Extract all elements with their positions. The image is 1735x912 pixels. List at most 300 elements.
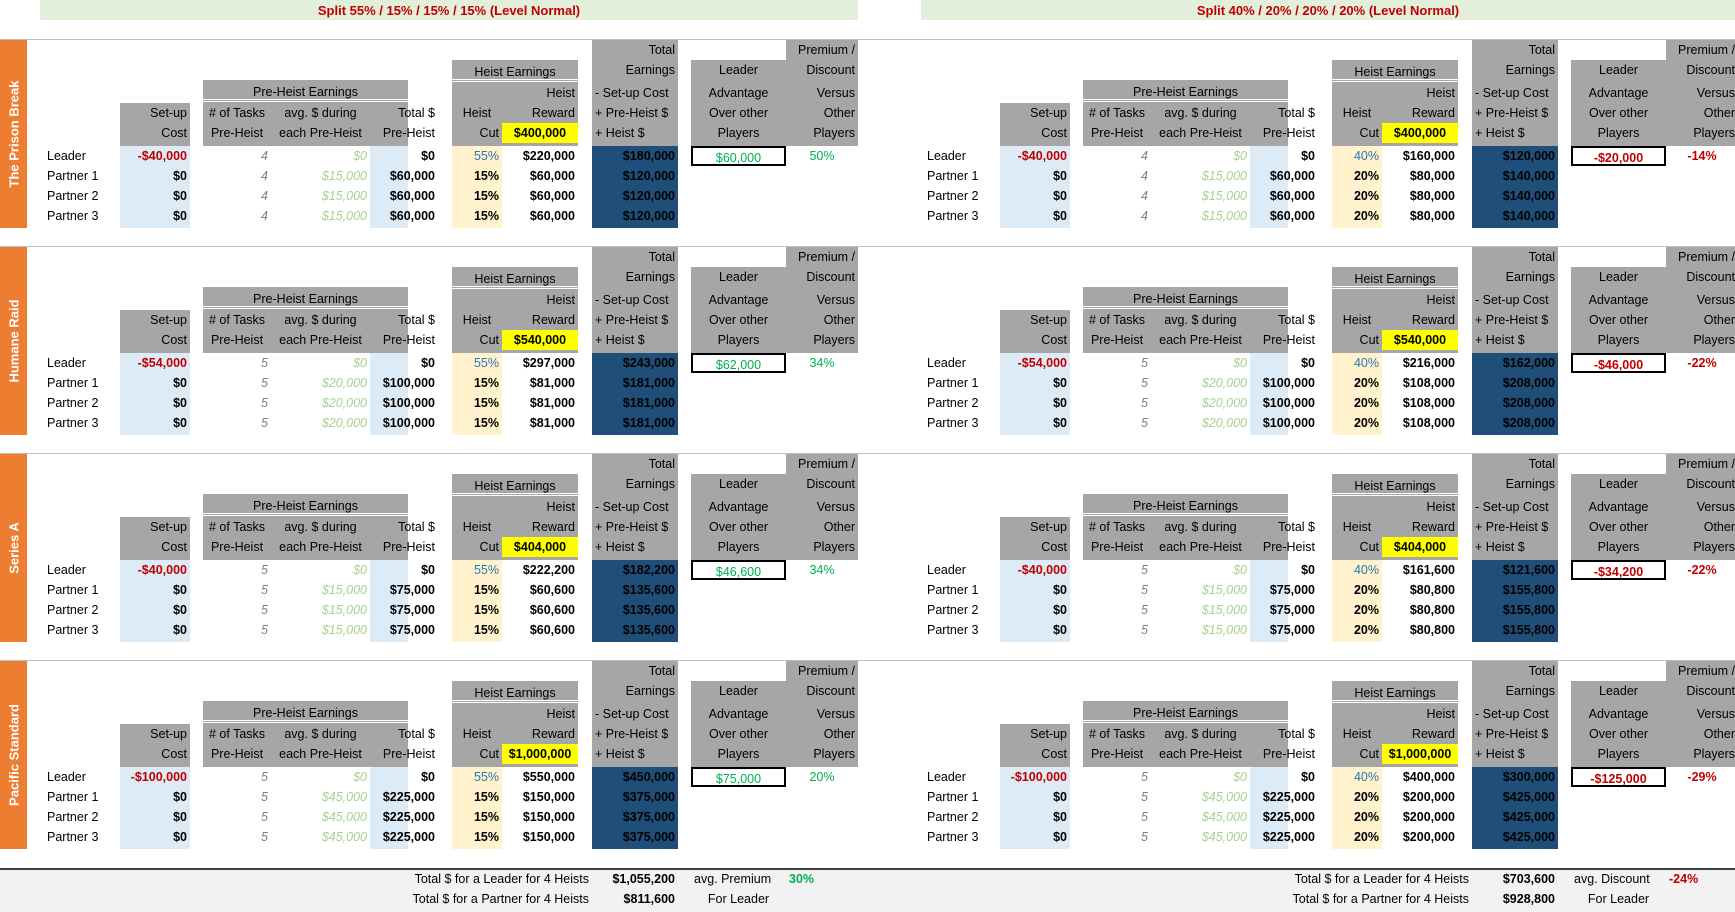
row-label: Leader <box>47 770 86 784</box>
total-earnings: $243,000 <box>622 356 675 370</box>
avg-preheist: $45,000 <box>321 790 367 804</box>
prem-label: Other <box>823 106 855 120</box>
reward-label: Heist <box>546 293 575 307</box>
preheist-label: Pre-Heist Earnings <box>1083 496 1288 516</box>
heist-reward: $160,000 <box>1402 149 1455 163</box>
row-label: Partner 1 <box>927 790 979 804</box>
heist-name: Humane Raid <box>6 299 21 383</box>
adv-label: Advantage <box>1588 86 1649 100</box>
setup-cost: -$40,000 <box>137 563 187 577</box>
tasks-label: Pre-Heist <box>210 540 264 554</box>
prem-label: Players <box>1693 333 1735 347</box>
heist-cut: 20% <box>1353 189 1379 203</box>
total-earnings: $208,000 <box>1502 396 1555 410</box>
total-earnings: $425,000 <box>1502 810 1555 824</box>
avg-label: avg. $ during <box>284 313 357 327</box>
heist-cut: 20% <box>1353 396 1379 410</box>
prem-label: Other <box>823 520 855 534</box>
avg-label: avg. $ during <box>1164 106 1237 120</box>
heist-reward-value: $404,000 <box>1393 540 1447 554</box>
total-label: + Pre-Heist $ <box>595 313 669 327</box>
cut-label: Heist <box>1342 520 1372 534</box>
for-leader-label: For Leader <box>707 892 770 906</box>
task-count: 4 <box>261 169 268 183</box>
avg-preheist: $20,000 <box>1201 396 1247 410</box>
heist-reward: $400,000 <box>1402 770 1455 784</box>
total-preheist: $0 <box>421 149 435 163</box>
totalpre-label: Total $ <box>1278 313 1315 327</box>
total-preheist: $100,000 <box>1262 416 1315 430</box>
heist-reward-value: $1,000,000 <box>508 747 572 761</box>
heist-reward: $80,800 <box>1409 583 1455 597</box>
reward-label: Heist <box>1426 500 1455 514</box>
totalpre-label: Pre-Heist <box>1262 126 1315 140</box>
task-count: 5 <box>261 583 268 597</box>
totalpre-label: Total $ <box>1278 727 1315 741</box>
heist-reward: $216,000 <box>1402 356 1455 370</box>
total-earnings: $375,000 <box>622 830 675 844</box>
task-count: 5 <box>1141 356 1148 370</box>
row-label: Partner 2 <box>47 603 99 617</box>
heist-name: Pacific Standard <box>6 704 21 806</box>
totalpre-label: Total $ <box>398 106 435 120</box>
avg-preheist: $15,000 <box>321 209 367 223</box>
total-label: - Set-up Cost <box>1475 500 1549 514</box>
task-count: 4 <box>1141 149 1148 163</box>
prem-label: Premium / <box>798 457 855 471</box>
cut-label: Cut <box>479 747 499 761</box>
total-label: Total <box>648 664 675 678</box>
heist-reward: $80,800 <box>1409 623 1455 637</box>
heist-cut: 15% <box>473 583 499 597</box>
row-label: Partner 2 <box>47 810 99 824</box>
row-label: Partner 2 <box>47 396 99 410</box>
leader-advantage: -$34,200 <box>1571 560 1666 580</box>
totalpre-label: Total $ <box>1278 106 1315 120</box>
heist-cut: 40% <box>1353 563 1379 577</box>
avg-label: each Pre-Heist <box>1159 333 1242 347</box>
leader-advantage: $60,000 <box>691 146 786 166</box>
total-label: + Heist $ <box>595 540 645 554</box>
heist-cut: 15% <box>473 169 499 183</box>
prem-label: Discount <box>806 270 855 284</box>
setup-cost: -$54,000 <box>1017 356 1067 370</box>
totalpre-label: Pre-Heist <box>382 747 435 761</box>
total-label: Total <box>648 250 675 264</box>
prem-label: Players <box>813 126 855 140</box>
setup-cost: $0 <box>173 603 187 617</box>
task-count: 5 <box>261 810 268 824</box>
adv-label: Advantage <box>708 86 769 100</box>
total-earnings: $181,000 <box>622 376 675 390</box>
row-label: Partner 1 <box>47 169 99 183</box>
adv-label: Players <box>1597 126 1640 140</box>
total-earnings: $120,000 <box>622 209 675 223</box>
total-earnings: $180,000 <box>622 149 675 163</box>
heist-cut: 15% <box>473 830 499 844</box>
avg-preheist: $45,000 <box>321 810 367 824</box>
adv-label: Over other <box>708 520 769 534</box>
tasks-label: Pre-Heist <box>1090 126 1144 140</box>
avg-label: each Pre-Heist <box>279 747 362 761</box>
avg-preheist: $0 <box>1233 770 1247 784</box>
row-label: Partner 1 <box>47 376 99 390</box>
prem-label: Players <box>813 747 855 761</box>
heist-reward: $60,600 <box>529 603 575 617</box>
heist-reward: $60,000 <box>529 189 575 203</box>
for-leader-label: For Leader <box>1587 892 1650 906</box>
leader-total-value: $1,055,200 <box>612 872 675 886</box>
reward-label: Heist <box>546 500 575 514</box>
setup-cost: $0 <box>1053 790 1067 804</box>
heist-reward-value: $404,000 <box>513 540 567 554</box>
setup-label: Set-up <box>1030 727 1067 741</box>
avg-preheist: $45,000 <box>1201 830 1247 844</box>
row-label: Partner 3 <box>47 209 99 223</box>
total-preheist: $225,000 <box>1262 790 1315 804</box>
tasks-label: Pre-Heist <box>1090 747 1144 761</box>
prem-label: Discount <box>1686 270 1735 284</box>
total-label: + Heist $ <box>595 333 645 347</box>
cut-label: Heist <box>1342 106 1372 120</box>
adv-label: Advantage <box>1588 707 1649 721</box>
total-earnings: $181,000 <box>622 396 675 410</box>
prem-label: Premium / <box>1678 457 1735 471</box>
adv-label: Over other <box>708 727 769 741</box>
heist-cut: 15% <box>473 810 499 824</box>
adv-label: Advantage <box>708 500 769 514</box>
total-label: - Set-up Cost <box>595 500 669 514</box>
avg-label: each Pre-Heist <box>1159 747 1242 761</box>
adv-label: Over other <box>1588 313 1649 327</box>
adv-label: Over other <box>708 313 769 327</box>
prem-label: Versus <box>816 707 855 721</box>
heist-earnings-label: Heist Earnings <box>452 62 578 82</box>
total-preheist: $60,000 <box>389 209 435 223</box>
total-earnings: $181,000 <box>622 416 675 430</box>
premium-discount: 34% <box>809 563 835 577</box>
row-label: Partner 2 <box>927 189 979 203</box>
total-earnings: $375,000 <box>622 810 675 824</box>
avg-preheist: $0 <box>353 563 367 577</box>
total-earnings: $120,000 <box>1502 149 1555 163</box>
cut-label: Heist <box>1342 727 1372 741</box>
heist-reward: $81,000 <box>529 396 575 410</box>
setup-label: Set-up <box>150 727 187 741</box>
heist-cut: 20% <box>1353 623 1379 637</box>
total-label: Total <box>1528 43 1555 57</box>
setup-label: Cost <box>1041 540 1067 554</box>
heist-cut: 40% <box>1353 149 1379 163</box>
setup-cost: -$40,000 <box>1017 149 1067 163</box>
prem-label: Other <box>823 727 855 741</box>
tasks-label: # of Tasks <box>208 106 266 120</box>
avg-label: each Pre-Heist <box>279 333 362 347</box>
partner-total-value: $928,800 <box>1502 892 1555 906</box>
prem-label: Versus <box>816 293 855 307</box>
avg-preheist: $15,000 <box>1201 209 1247 223</box>
totalpre-label: Total $ <box>398 313 435 327</box>
heist-cut: 55% <box>473 563 499 577</box>
row-label: Partner 3 <box>927 416 979 430</box>
cut-label: Heist <box>462 520 492 534</box>
setup-cost: $0 <box>1053 189 1067 203</box>
heist-reward: $81,000 <box>529 416 575 430</box>
tasks-label: Pre-Heist <box>210 747 264 761</box>
total-earnings: $182,200 <box>622 563 675 577</box>
prem-label: Discount <box>806 477 855 491</box>
setup-label: Cost <box>161 126 187 140</box>
heist-name-tab <box>0 661 27 849</box>
prem-label: Versus <box>1696 86 1735 100</box>
heist-reward: $550,000 <box>522 770 575 784</box>
total-label: Earnings <box>1505 684 1555 698</box>
cut-label: Cut <box>479 333 499 347</box>
totalpre-label: Pre-Heist <box>382 333 435 347</box>
heist-earnings-label: Heist Earnings <box>1332 62 1458 82</box>
heist-reward: $80,800 <box>1409 603 1455 617</box>
total-label: - Set-up Cost <box>595 293 669 307</box>
total-preheist: $100,000 <box>1262 396 1315 410</box>
heist-reward-value: $400,000 <box>513 126 567 140</box>
cut-label: Cut <box>1359 540 1379 554</box>
heist-reward-value: $540,000 <box>513 333 567 347</box>
total-label: - Set-up Cost <box>595 86 669 100</box>
setup-cost: -$40,000 <box>1017 563 1067 577</box>
heist-cut: 55% <box>473 770 499 784</box>
partner-total-value: $811,600 <box>623 892 675 906</box>
setup-cost: $0 <box>173 623 187 637</box>
heist-cut: 20% <box>1353 169 1379 183</box>
setup-label: Set-up <box>150 313 187 327</box>
reward-label: Heist <box>1426 707 1455 721</box>
setup-cost: -$54,000 <box>137 356 187 370</box>
heist-earnings-label: Heist Earnings <box>452 476 578 496</box>
setup-cost: $0 <box>1053 830 1067 844</box>
heist-section <box>0 40 1735 228</box>
row-label: Partner 1 <box>927 583 979 597</box>
adv-label: Over other <box>1588 520 1649 534</box>
heist-cut: 55% <box>473 356 499 370</box>
right-split-header: Split 40% / 20% / 20% / 20% (Level Normal) <box>921 0 1735 20</box>
avg-preheist: $0 <box>1233 356 1247 370</box>
total-preheist: $0 <box>1301 770 1315 784</box>
row-label: Partner 2 <box>927 810 979 824</box>
total-preheist: $75,000 <box>389 623 435 637</box>
setup-cost: $0 <box>1053 376 1067 390</box>
total-preheist: $225,000 <box>1262 810 1315 824</box>
total-earnings: $140,000 <box>1502 169 1555 183</box>
heist-reward: $150,000 <box>522 790 575 804</box>
total-label: + Heist $ <box>595 747 645 761</box>
row-label: Leader <box>47 149 86 163</box>
heist-reward: $161,600 <box>1402 563 1455 577</box>
preheist-label: Pre-Heist Earnings <box>203 82 408 102</box>
task-count: 5 <box>261 376 268 390</box>
avg-preheist: $0 <box>1233 149 1247 163</box>
total-label: + Pre-Heist $ <box>595 727 669 741</box>
avg-label: avg. Discount <box>1574 872 1650 886</box>
heist-reward: $200,000 <box>1402 830 1455 844</box>
total-earnings: $120,000 <box>622 189 675 203</box>
reward-label: Reward <box>1411 313 1455 327</box>
heist-cut: 15% <box>473 790 499 804</box>
task-count: 5 <box>1141 830 1148 844</box>
total-preheist: $0 <box>421 356 435 370</box>
heist-reward: $60,600 <box>529 583 575 597</box>
setup-cost: $0 <box>173 810 187 824</box>
total-preheist: $100,000 <box>382 416 435 430</box>
total-earnings: $162,000 <box>1502 356 1555 370</box>
setup-cost: $0 <box>1053 209 1067 223</box>
totalpre-label: Total $ <box>1278 520 1315 534</box>
cut-label: Cut <box>479 126 499 140</box>
setup-cost: $0 <box>173 189 187 203</box>
cut-label: Heist <box>462 106 492 120</box>
setup-cost: $0 <box>1053 396 1067 410</box>
reward-label: Reward <box>531 520 575 534</box>
avg-label: avg. $ during <box>1164 313 1237 327</box>
task-count: 5 <box>1141 416 1148 430</box>
task-count: 4 <box>1141 169 1148 183</box>
total-preheist: $100,000 <box>382 396 435 410</box>
avg-label: each Pre-Heist <box>1159 126 1242 140</box>
adv-label: Players <box>717 126 760 140</box>
adv-label: Leader <box>719 477 758 491</box>
heist-reward-value: $540,000 <box>1393 333 1447 347</box>
tasks-label: # of Tasks <box>1088 520 1146 534</box>
setup-cost: $0 <box>1053 623 1067 637</box>
total-label: Total <box>648 43 675 57</box>
heist-cut: 20% <box>1353 830 1379 844</box>
total-preheist: $60,000 <box>389 169 435 183</box>
task-count: 4 <box>261 209 268 223</box>
row-label: Partner 1 <box>927 376 979 390</box>
adv-label: Players <box>1597 747 1640 761</box>
row-label: Partner 3 <box>47 830 99 844</box>
total-label: + Heist $ <box>595 126 645 140</box>
total-earnings: $135,600 <box>622 583 675 597</box>
heist-earnings-label: Heist Earnings <box>1332 269 1458 289</box>
setup-cost: $0 <box>173 376 187 390</box>
total-label: - Set-up Cost <box>1475 293 1549 307</box>
prem-label: Versus <box>816 500 855 514</box>
cut-label: Cut <box>479 540 499 554</box>
adv-label: Over other <box>1588 106 1649 120</box>
total-label: - Set-up Cost <box>595 707 669 721</box>
total-preheist: $100,000 <box>1262 376 1315 390</box>
totalpre-label: Pre-Heist <box>1262 540 1315 554</box>
total-earnings: $450,000 <box>622 770 675 784</box>
task-count: 5 <box>1141 603 1148 617</box>
setup-label: Cost <box>161 333 187 347</box>
total-preheist: $100,000 <box>382 376 435 390</box>
total-label: - Set-up Cost <box>1475 707 1549 721</box>
heist-section <box>0 247 1735 435</box>
setup-label: Set-up <box>150 106 187 120</box>
adv-label: Advantage <box>1588 500 1649 514</box>
avg-preheist: $15,000 <box>1201 603 1247 617</box>
heist-reward: $150,000 <box>522 830 575 844</box>
heist-reward: $80,000 <box>1409 209 1455 223</box>
row-label: Leader <box>47 563 86 577</box>
adv-label: Leader <box>1599 477 1638 491</box>
avg-label: each Pre-Heist <box>279 126 362 140</box>
prem-label: Versus <box>1696 293 1735 307</box>
row-label: Partner 1 <box>47 790 99 804</box>
avg-preheist: $15,000 <box>1201 169 1247 183</box>
adv-label: Leader <box>1599 270 1638 284</box>
setup-label: Cost <box>1041 747 1067 761</box>
task-count: 5 <box>1141 396 1148 410</box>
totalpre-label: Pre-Heist <box>1262 333 1315 347</box>
premium-discount: -22% <box>1687 563 1717 577</box>
task-count: 5 <box>261 830 268 844</box>
preheist-label: Pre-Heist Earnings <box>1083 703 1288 723</box>
totalpre-label: Total $ <box>398 727 435 741</box>
preheist-label: Pre-Heist Earnings <box>203 703 408 723</box>
heist-name-tab <box>0 454 27 642</box>
total-label: + Pre-Heist $ <box>595 106 669 120</box>
prem-label: Other <box>1703 313 1735 327</box>
setup-label: Set-up <box>1030 520 1067 534</box>
row-label: Partner 3 <box>47 416 99 430</box>
heist-cut: 20% <box>1353 376 1379 390</box>
leader-total-label: Total $ for a Leader for 4 Heists <box>414 872 589 886</box>
row-label: Partner 3 <box>927 209 979 223</box>
total-earnings: $135,600 <box>622 603 675 617</box>
total-label: + Pre-Heist $ <box>595 520 669 534</box>
heist-reward: $81,000 <box>529 376 575 390</box>
avg-preheist: $15,000 <box>321 583 367 597</box>
avg-label: avg. $ during <box>1164 727 1237 741</box>
avg-preheist: $0 <box>353 770 367 784</box>
total-earnings: $300,000 <box>1502 770 1555 784</box>
prem-label: Discount <box>806 63 855 77</box>
reward-label: Heist <box>1426 293 1455 307</box>
total-preheist: $75,000 <box>389 583 435 597</box>
task-count: 4 <box>261 149 268 163</box>
adv-label: Advantage <box>1588 293 1649 307</box>
heist-reward: $80,000 <box>1409 189 1455 203</box>
heist-cut: 15% <box>473 623 499 637</box>
row-label: Leader <box>927 356 966 370</box>
heist-cut: 20% <box>1353 209 1379 223</box>
setup-cost: $0 <box>173 169 187 183</box>
prem-label: Other <box>1703 727 1735 741</box>
reward-label: Reward <box>531 313 575 327</box>
total-earnings: $155,800 <box>1502 623 1555 637</box>
total-earnings: $208,000 <box>1502 376 1555 390</box>
total-label: Total <box>1528 457 1555 471</box>
tasks-label: Pre-Heist <box>210 126 264 140</box>
total-earnings: $140,000 <box>1502 209 1555 223</box>
setup-label: Cost <box>1041 333 1067 347</box>
total-preheist: $60,000 <box>1269 189 1315 203</box>
task-count: 4 <box>1141 209 1148 223</box>
avg-preheist: $15,000 <box>1201 189 1247 203</box>
total-label: + Heist $ <box>1475 333 1525 347</box>
total-preheist: $225,000 <box>382 790 435 804</box>
heist-section <box>0 661 1735 849</box>
total-earnings: $140,000 <box>1502 189 1555 203</box>
setup-cost: -$40,000 <box>137 149 187 163</box>
tasks-label: # of Tasks <box>1088 727 1146 741</box>
total-label: Earnings <box>625 684 675 698</box>
preheist-label: Pre-Heist Earnings <box>1083 82 1288 102</box>
avg-value: -24% <box>1669 872 1699 886</box>
row-label: Leader <box>927 149 966 163</box>
